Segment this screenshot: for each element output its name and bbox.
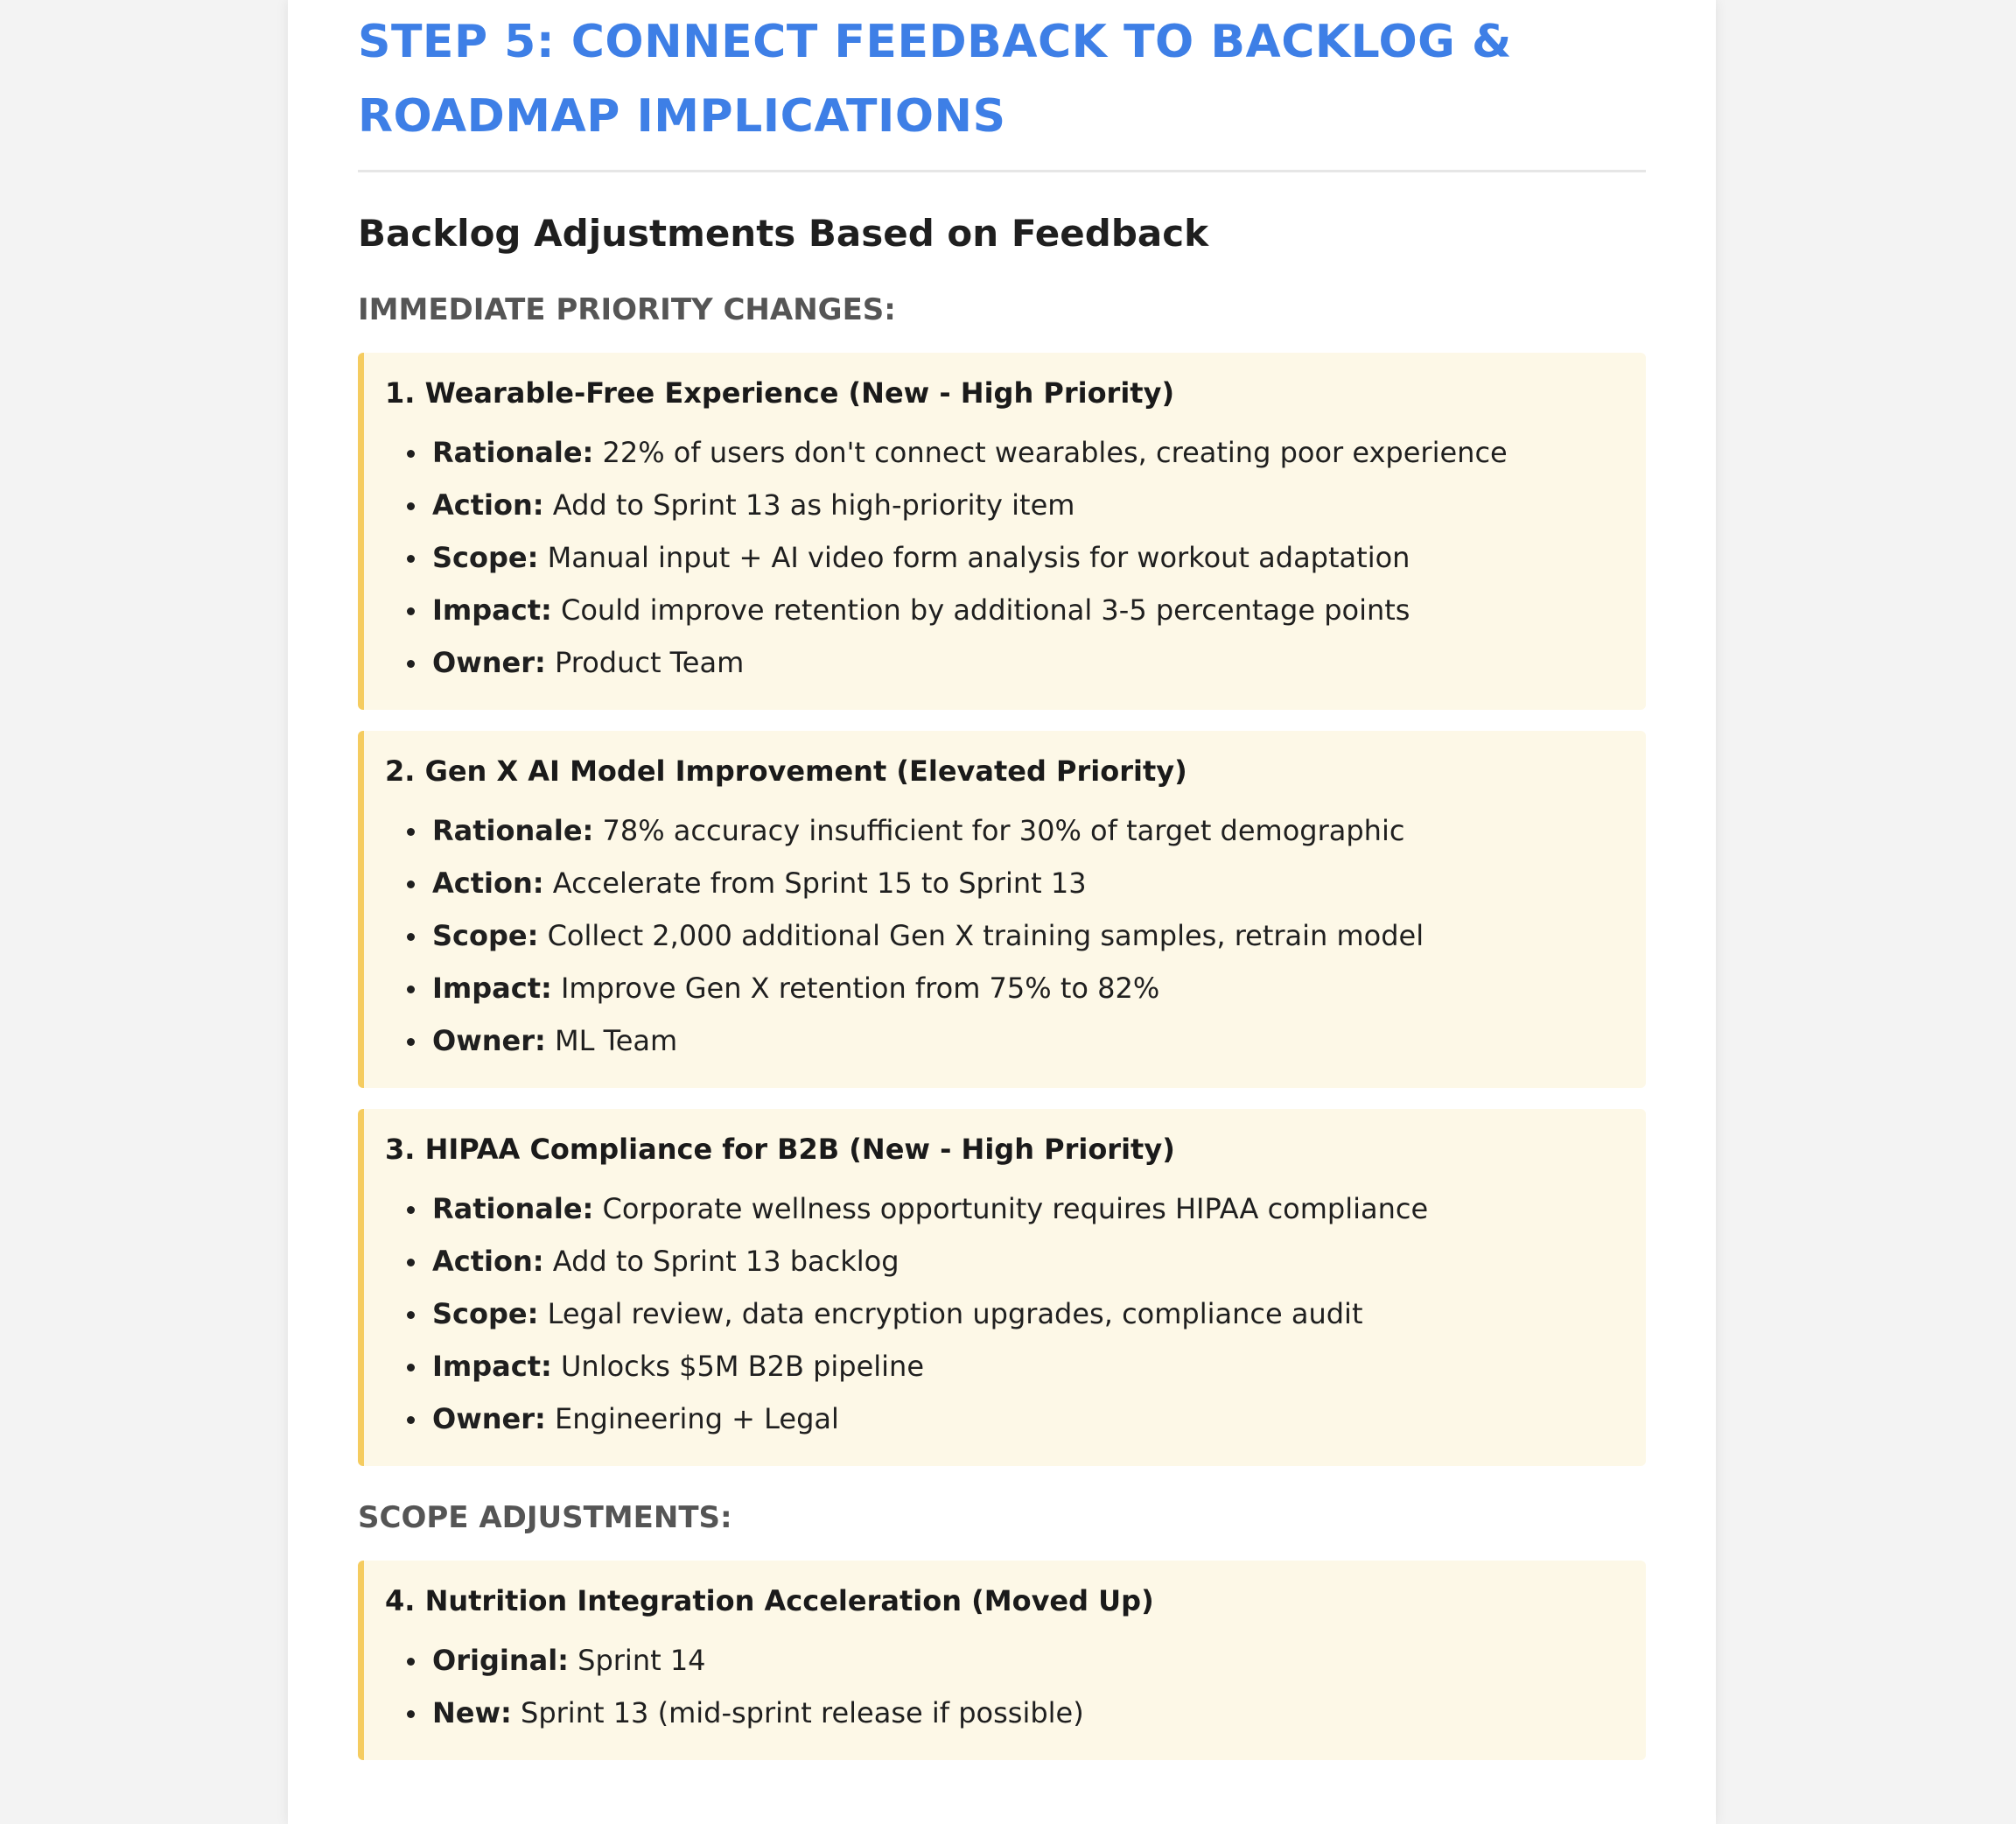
item-key: Owner: <box>432 1402 546 1435</box>
list-item <box>429 1182 1620 1235</box>
item-key: Owner: <box>432 646 546 679</box>
card-list <box>385 1634 1620 1739</box>
section-title: Backlog Adjustments Based on Feedback <box>358 212 1209 255</box>
item-key: Rationale: <box>432 814 594 847</box>
list-item <box>429 531 1620 584</box>
list-item <box>429 1235 1620 1287</box>
item-key: Action: <box>432 866 544 900</box>
backlog-card <box>358 1109 1646 1466</box>
card-title: 1. Wearable-Free Experience (New - High Priority) <box>385 376 1175 410</box>
item-value: Sprint 13 (mid-sprint release if possible) <box>521 1696 1084 1729</box>
card-title: 4. Nutrition Integration Acceleration (Moved Up) <box>385 1584 1154 1617</box>
list-item <box>429 1634 1620 1687</box>
item-value: 22% of users don't connect wearables, creating poor experience <box>602 436 1508 469</box>
list-item <box>429 857 1620 909</box>
backlog-card <box>358 1561 1646 1760</box>
list-item <box>429 479 1620 531</box>
card-list <box>385 426 1620 689</box>
item-value: Legal review, data encryption upgrades, compliance audit <box>547 1297 1363 1330</box>
document-content <box>358 0 1646 1760</box>
list-item <box>429 1687 1620 1739</box>
item-key: Impact: <box>432 1350 552 1383</box>
item-value: Improve Gen X retention from 75% to 82% <box>560 972 1160 1005</box>
step-title: STEP 5: CONNECT FEEDBACK TO BACKLOG & ROADMAP IMPLICATIONS <box>358 16 1512 143</box>
backlog-card <box>358 731 1646 1088</box>
item-key: Action: <box>432 488 544 522</box>
group-heading-scope: SCOPE ADJUSTMENTS: <box>358 1500 732 1535</box>
item-key: Scope: <box>432 541 539 574</box>
item-value: Accelerate from Sprint 15 to Sprint 13 <box>552 866 1087 900</box>
item-key: Scope: <box>432 919 539 952</box>
item-value: Product Team <box>555 646 745 679</box>
card-title: 3. HIPAA Compliance for B2B (New - High Priority) <box>385 1133 1175 1166</box>
item-key: Original: <box>432 1644 569 1677</box>
list-item <box>429 426 1620 479</box>
list-item <box>429 1014 1620 1067</box>
list-item <box>429 1340 1620 1393</box>
list-item <box>429 1287 1620 1340</box>
item-key: Impact: <box>432 972 552 1005</box>
title-divider <box>358 170 1646 172</box>
list-item <box>429 1393 1620 1445</box>
item-key: Action: <box>432 1245 544 1278</box>
list-item <box>429 584 1620 636</box>
item-value: ML Team <box>555 1024 678 1057</box>
card-title: 2. Gen X AI Model Improvement (Elevated Priority) <box>385 754 1187 788</box>
item-value: Engineering + Legal <box>555 1402 839 1435</box>
item-value: Add to Sprint 13 backlog <box>552 1245 900 1278</box>
item-key: Scope: <box>432 1297 539 1330</box>
list-item <box>429 962 1620 1014</box>
item-value: Add to Sprint 13 as high-priority item <box>552 488 1075 522</box>
item-key: Owner: <box>432 1024 546 1057</box>
card-list <box>385 804 1620 1067</box>
list-item <box>429 909 1620 962</box>
backlog-card <box>358 353 1646 710</box>
item-value: Could improve retention by additional 3-5 percentage points <box>560 593 1410 627</box>
item-value: Manual input + AI video form analysis for workout adaptation <box>547 541 1410 574</box>
document-page <box>288 0 1716 1824</box>
item-value: Unlocks $5M B2B pipeline <box>560 1350 925 1383</box>
list-item <box>429 804 1620 857</box>
item-key: Impact: <box>432 593 552 627</box>
item-value: 78% accuracy insufficient for 30% of target demographic <box>602 814 1405 847</box>
item-key: Rationale: <box>432 436 594 469</box>
item-value: Corporate wellness opportunity requires HIPAA compliance <box>602 1192 1429 1225</box>
group-heading-immediate: IMMEDIATE PRIORITY CHANGES: <box>358 292 896 327</box>
item-value: Sprint 14 <box>578 1644 706 1677</box>
card-list <box>385 1182 1620 1445</box>
list-item <box>429 636 1620 689</box>
item-key: New: <box>432 1696 512 1729</box>
item-value: Collect 2,000 additional Gen X training samples, retrain model <box>547 919 1424 952</box>
item-key: Rationale: <box>432 1192 594 1225</box>
